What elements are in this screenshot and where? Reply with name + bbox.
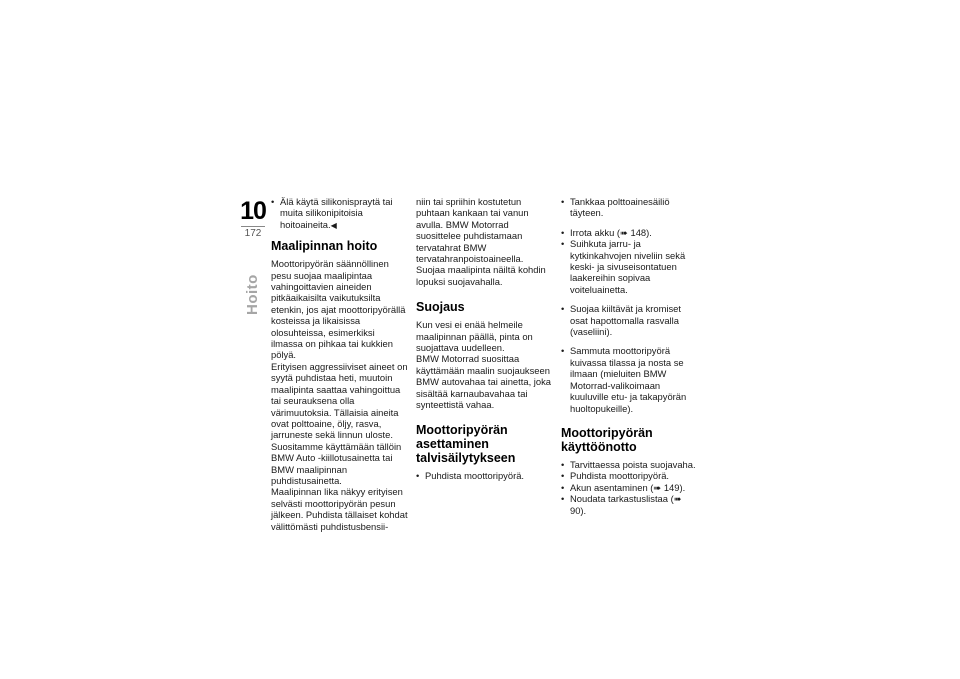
paragraph: Erityisen aggressiiviset aineet on syytä puhdistaa heti, muutoin maalipinta saattaa vahingoittua tai seurauksena olla värimuutoksia. Tällaisia aineita ovat polttoaine, öljy, rasva, jarruneste sekä linnun uloste. Suositamme käyttämään tällöin BMW Auto -kiillotusainetta tai BMW maalipinnan puhdistusainetta. bbox=[271, 360, 408, 486]
section-heading-protection: Suojaus bbox=[416, 300, 465, 315]
storage-steps-list bbox=[561, 196, 699, 414]
paragraph: BMW Motorrad suosittaa käyttämään maalin suojaukseen BMW autovahaa tai ainetta, joka sisältää karnaubavahaa tai synteettistä vahaa. bbox=[416, 353, 551, 411]
column-2 bbox=[416, 196, 554, 489]
storage-list bbox=[416, 470, 554, 481]
list-item: • Noudata tarkastuslistaa (➠ 90). bbox=[561, 493, 699, 516]
list-item-text: Älä käytä silikonispraytä tai muita silikonipitoisia hoitoaineita. bbox=[280, 196, 393, 230]
column-3 bbox=[561, 196, 699, 524]
list-item: • Suojaa kiiltävät ja kromiset osat hapottomalla rasvalla (vaseliini). bbox=[561, 303, 699, 337]
section-heading-recommissioning: Moottoripyörän käyttöönotto bbox=[561, 425, 653, 454]
paragraph: Kun vesi ei enää helmeile maalipinnan päällä, pinta on suojattava uudelleen. bbox=[416, 319, 533, 354]
list-item: • Tankkaa polttoainesäiliö täyteen. bbox=[561, 196, 699, 219]
list-item: • Akun asentaminen (➠ 149). bbox=[561, 482, 699, 493]
chapter-title: Hoito bbox=[244, 274, 261, 315]
list-item: • Tarvittaessa poista suojavaha. bbox=[561, 459, 699, 470]
paragraph: Moottoripyörän säännöllinen pesu suojaa maalipintaa vahingoittavien aineiden pitkäaikaisilta vaikutuksilta etenkin, jos ajat moottoripyörällä kosteissa ja likaisissa olosuhteissa, esimerkiksi ilmassa on pihkaa tai kukkien pölyä. bbox=[271, 258, 406, 361]
list-item bbox=[271, 196, 409, 231]
list-item: • Sammuta moottoripyörä kuivassa tilassa ja nosta se ilmaan (mieluiten BMW Motorrad-valikoimaan kuuluville etu- ja takapyörän huoltopukeille). bbox=[561, 345, 699, 413]
paragraph: Maalipinnan lika näkyy erityisen selvästi moottoripyörän pesun jälkeen. Puhdista tällaiset kohdat välittömästi puhdistusbensii- bbox=[271, 486, 408, 532]
list-item: • Puhdista moottoripyörä. bbox=[416, 470, 554, 481]
chapter-number: 10 bbox=[240, 197, 266, 225]
list-item: • Puhdista moottoripyörä. bbox=[561, 470, 699, 481]
recommissioning-list bbox=[561, 459, 699, 516]
list-item: • Irrota akku (➠ 148). bbox=[561, 227, 699, 238]
chapter-rule bbox=[241, 226, 265, 227]
paragraph: niin tai spriihin kostutetun puhtaan kankaan tai vanun avulla. BMW Motorrad suosittelee puhdistamaan tervatahrat BMW tervatahranpoistoaineella. Suojaa maalipinta näiltä kohdin lopuksi suojavahalla. bbox=[416, 196, 546, 287]
page-number: 172 bbox=[244, 228, 262, 239]
section-heading-paint-care: Maalipinnan hoito bbox=[271, 239, 378, 254]
list-item: • Suihkuta jarru- ja kytkinkahvojen niveliin sekä keski- ja sivuseisontatuen laakereihin sopivaa voiteluainetta. bbox=[561, 238, 699, 295]
end-mark-icon: ◀ bbox=[330, 220, 337, 230]
warning-list bbox=[271, 196, 409, 231]
column-1 bbox=[271, 196, 409, 532]
section-heading-winter-storage: Moottoripyörän asettaminen talvisäilytykseen bbox=[416, 422, 516, 465]
